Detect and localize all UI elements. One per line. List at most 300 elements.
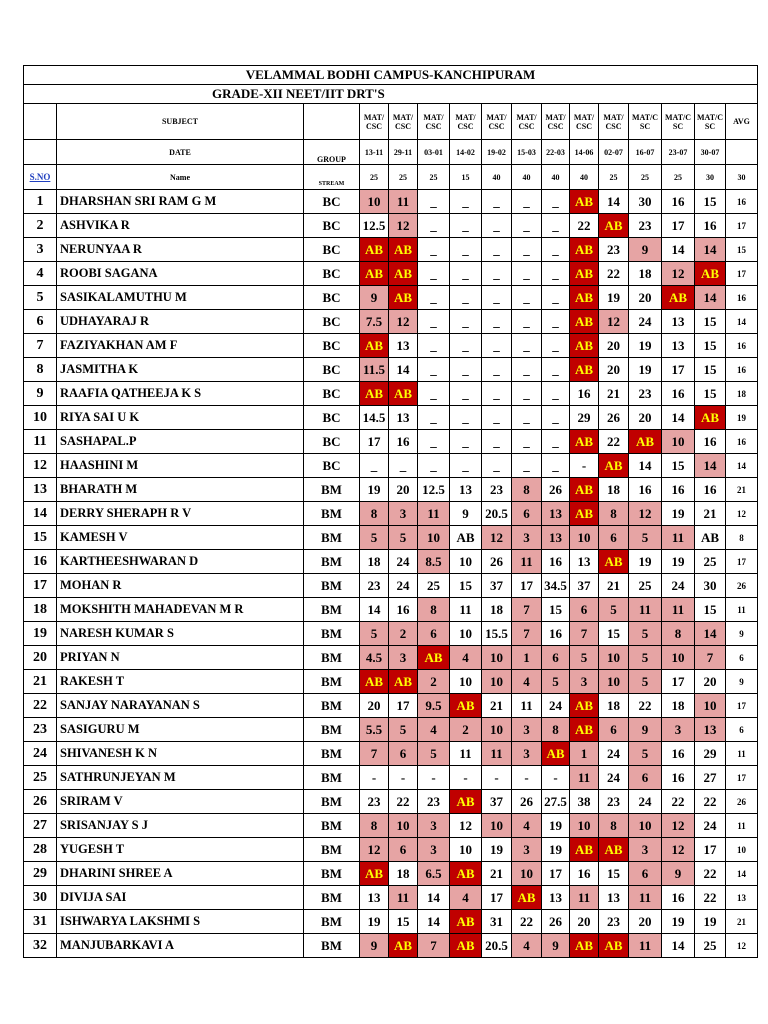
score-cell: 17	[360, 430, 389, 454]
student-sno: 3	[24, 238, 57, 262]
student-row	[24, 574, 758, 598]
score-cell: _	[418, 262, 450, 286]
score-cell: -	[542, 766, 570, 790]
score-cell: _	[418, 190, 450, 214]
student-avg: 11	[726, 814, 758, 838]
score-cell: _	[482, 358, 512, 382]
test-max-marks: 40	[570, 165, 599, 190]
student-avg: 9	[726, 622, 758, 646]
score-cell: _	[418, 358, 450, 382]
score-cell: 10	[418, 526, 450, 550]
score-cell: _	[482, 238, 512, 262]
student-name: SRISANJAY S J	[57, 814, 304, 838]
score-cell: 11	[662, 598, 695, 622]
group-label: GROUP	[304, 140, 360, 165]
score-cell: 14	[418, 910, 450, 934]
student-sno: 17	[24, 574, 57, 598]
test-subject-header: MAT/ CSC	[542, 104, 570, 140]
student-row	[24, 406, 758, 430]
score-cell: 10	[482, 670, 512, 694]
empty-cell	[24, 140, 57, 165]
score-cell: 12.5	[418, 478, 450, 502]
test-date-header: 22-03	[542, 140, 570, 165]
score-cell: 16	[662, 886, 695, 910]
score-cell: AB	[599, 214, 629, 238]
score-cell: 22	[629, 694, 662, 718]
score-cell: 16	[662, 742, 695, 766]
avg-header: AVG	[726, 104, 758, 140]
score-cell: 20.5	[482, 502, 512, 526]
score-cell: AB	[418, 646, 450, 670]
student-row	[24, 718, 758, 742]
score-cell: 19	[629, 550, 662, 574]
student-sno: 8	[24, 358, 57, 382]
score-cell: 11	[389, 886, 418, 910]
student-name: DIVIJA SAI	[57, 886, 304, 910]
student-avg: 12	[726, 934, 758, 958]
student-avg: 17	[726, 550, 758, 574]
score-cell: AB	[599, 454, 629, 478]
score-cell: AB	[389, 670, 418, 694]
test-max-marks: 25	[418, 165, 450, 190]
student-name: JASMITHA K	[57, 358, 304, 382]
score-cell: 9	[542, 934, 570, 958]
score-cell: 21	[599, 382, 629, 406]
student-avg: 14	[726, 310, 758, 334]
score-cell: 10	[389, 814, 418, 838]
score-cell: 11	[389, 190, 418, 214]
score-cell: 6	[629, 862, 662, 886]
score-cell: _	[542, 430, 570, 454]
score-cell: 3	[389, 502, 418, 526]
student-avg: 16	[726, 190, 758, 214]
score-cell: -	[570, 454, 599, 478]
student-avg: 21	[726, 910, 758, 934]
score-cell: 8	[662, 622, 695, 646]
score-cell: 8.5	[418, 550, 450, 574]
score-cell: 22	[695, 862, 726, 886]
score-cell: 14	[695, 622, 726, 646]
student-name: DHARINI SHREE A	[57, 862, 304, 886]
score-cell: 25	[629, 574, 662, 598]
score-cell: 12	[360, 838, 389, 862]
score-cell: _	[450, 454, 482, 478]
student-name: SHIVANESH K N	[57, 742, 304, 766]
score-cell: AB	[570, 934, 599, 958]
student-group: BM	[304, 910, 360, 934]
score-cell: _	[542, 286, 570, 310]
score-cell: 18	[662, 694, 695, 718]
score-cell: 5	[629, 742, 662, 766]
score-cell: 24	[629, 310, 662, 334]
score-cell: _	[482, 262, 512, 286]
score-cell: 13	[695, 718, 726, 742]
score-cell: _	[512, 238, 542, 262]
score-cell: 8	[418, 598, 450, 622]
score-cell: 1	[570, 742, 599, 766]
student-name: MANJUBARKAVI A	[57, 934, 304, 958]
score-cell: _	[418, 214, 450, 238]
student-row	[24, 526, 758, 550]
test-subject-header: MAT/C SC	[662, 104, 695, 140]
score-cell: 11	[570, 886, 599, 910]
test-max-marks: 15	[450, 165, 482, 190]
empty-cell	[24, 104, 57, 140]
score-cell: _	[512, 334, 542, 358]
score-cell: -	[482, 766, 512, 790]
student-sno: 6	[24, 310, 57, 334]
score-cell: 13	[542, 886, 570, 910]
student-name: ROOBI SAGANA	[57, 262, 304, 286]
score-cell: 16	[570, 382, 599, 406]
student-avg: 19	[726, 406, 758, 430]
score-cell: 18	[629, 262, 662, 286]
score-cell: _	[512, 358, 542, 382]
score-cell: 3	[512, 742, 542, 766]
score-cell: 4	[450, 886, 482, 910]
score-cell: 14	[695, 286, 726, 310]
score-cell: 22	[512, 910, 542, 934]
student-sno: 21	[24, 670, 57, 694]
score-cell: AB	[389, 382, 418, 406]
student-avg: 16	[726, 358, 758, 382]
score-cell: 20	[599, 334, 629, 358]
score-cell: AB	[570, 190, 599, 214]
score-cell: 8	[599, 814, 629, 838]
student-group: BC	[304, 430, 360, 454]
score-cell: 10	[695, 694, 726, 718]
test-max-marks: 25	[629, 165, 662, 190]
student-avg: 8	[726, 526, 758, 550]
score-cell: 22	[389, 790, 418, 814]
student-group: BM	[304, 574, 360, 598]
test-subject-header: MAT/ CSC	[512, 104, 542, 140]
score-cell: 24	[542, 694, 570, 718]
score-cell: 11	[450, 598, 482, 622]
score-cell: 21	[482, 862, 512, 886]
score-cell: 3	[418, 814, 450, 838]
student-row	[24, 382, 758, 406]
score-cell: 13	[570, 550, 599, 574]
score-cell: 18	[482, 598, 512, 622]
student-sno: 11	[24, 430, 57, 454]
student-avg: 14	[726, 454, 758, 478]
student-group: BM	[304, 790, 360, 814]
score-cell: 6	[389, 742, 418, 766]
test-max-marks: 40	[542, 165, 570, 190]
student-group: BC	[304, 406, 360, 430]
results-table	[23, 65, 758, 958]
score-cell: 21	[695, 502, 726, 526]
student-sno: 30	[24, 886, 57, 910]
date-header-row	[24, 140, 758, 165]
student-name: SRIRAM V	[57, 790, 304, 814]
score-cell: AB	[389, 238, 418, 262]
score-cell: 16	[695, 478, 726, 502]
student-sno: 27	[24, 814, 57, 838]
student-group: BM	[304, 526, 360, 550]
score-cell: 11	[629, 598, 662, 622]
test-max-marks: 25	[599, 165, 629, 190]
score-cell: 15	[695, 358, 726, 382]
student-sno: 31	[24, 910, 57, 934]
student-row	[24, 286, 758, 310]
score-cell: _	[542, 406, 570, 430]
score-cell: 14	[662, 238, 695, 262]
score-cell: 11	[482, 742, 512, 766]
score-cell: 13	[662, 334, 695, 358]
score-cell: 14	[695, 454, 726, 478]
student-sno: 24	[24, 742, 57, 766]
score-cell: 10	[512, 862, 542, 886]
score-cell: _	[482, 430, 512, 454]
score-cell: 10	[570, 526, 599, 550]
student-avg: 13	[726, 886, 758, 910]
score-cell: _	[418, 286, 450, 310]
score-cell: _	[389, 454, 418, 478]
student-avg: 6	[726, 718, 758, 742]
student-group: BC	[304, 238, 360, 262]
score-cell: 10	[450, 838, 482, 862]
score-cell: _	[418, 454, 450, 478]
score-cell: 20	[629, 406, 662, 430]
score-cell: _	[418, 310, 450, 334]
score-cell: _	[542, 334, 570, 358]
score-cell: 13	[360, 886, 389, 910]
score-cell: 7	[360, 742, 389, 766]
student-group: BM	[304, 742, 360, 766]
student-row	[24, 550, 758, 574]
score-cell: 3	[629, 838, 662, 862]
score-cell: AB	[599, 838, 629, 862]
student-group: BM	[304, 646, 360, 670]
score-cell: 18	[599, 478, 629, 502]
score-cell: 11	[570, 766, 599, 790]
student-name: UDHAYARAJ R	[57, 310, 304, 334]
score-cell: _	[512, 214, 542, 238]
sno-header[interactable]	[24, 165, 57, 190]
score-cell: 11.5	[360, 358, 389, 382]
score-cell: 8	[360, 814, 389, 838]
score-cell: 21	[482, 694, 512, 718]
score-cell: 15.5	[482, 622, 512, 646]
score-cell: 5	[389, 526, 418, 550]
score-cell: _	[450, 238, 482, 262]
score-cell: 6	[570, 598, 599, 622]
score-cell: 24	[389, 574, 418, 598]
student-name: NARESH KUMAR S	[57, 622, 304, 646]
score-cell: 18	[360, 550, 389, 574]
student-group: BM	[304, 622, 360, 646]
score-cell: 19	[599, 286, 629, 310]
student-avg: 16	[726, 430, 758, 454]
score-cell: 2	[389, 622, 418, 646]
score-cell: 10	[482, 814, 512, 838]
score-cell: _	[418, 406, 450, 430]
score-cell: AB	[570, 430, 599, 454]
score-cell: 5	[629, 622, 662, 646]
test-date-header: 14-02	[450, 140, 482, 165]
score-cell: 22	[695, 886, 726, 910]
score-cell: AB	[695, 406, 726, 430]
score-cell: 20	[570, 910, 599, 934]
score-cell: 24	[599, 766, 629, 790]
student-group: BM	[304, 502, 360, 526]
score-cell: 11	[512, 550, 542, 574]
score-cell: 15	[695, 334, 726, 358]
score-cell: 11	[512, 694, 542, 718]
score-cell: 17	[389, 694, 418, 718]
score-cell: AB	[570, 694, 599, 718]
score-cell: _	[542, 262, 570, 286]
test-subject-header: MAT/ CSC	[389, 104, 418, 140]
score-cell: 12	[662, 262, 695, 286]
score-cell: 17	[695, 838, 726, 862]
stream-label: STREAM	[304, 165, 360, 190]
test-max-marks: 40	[482, 165, 512, 190]
score-cell: 14	[389, 358, 418, 382]
score-cell: 10	[599, 670, 629, 694]
score-cell: 11	[629, 886, 662, 910]
score-cell: _	[418, 238, 450, 262]
score-cell: 7	[695, 646, 726, 670]
score-cell: 13	[389, 406, 418, 430]
score-cell: 37	[482, 574, 512, 598]
student-sno: 15	[24, 526, 57, 550]
student-group: BC	[304, 214, 360, 238]
score-cell: 11	[629, 934, 662, 958]
student-name: HAASHINI M	[57, 454, 304, 478]
student-avg: 15	[726, 238, 758, 262]
score-cell: 10	[450, 622, 482, 646]
score-cell: 19	[695, 910, 726, 934]
score-cell: 14	[629, 454, 662, 478]
score-cell: 12	[389, 214, 418, 238]
score-cell: 17	[482, 886, 512, 910]
score-cell: 14	[418, 886, 450, 910]
score-cell: 19	[360, 910, 389, 934]
score-cell: 9.5	[418, 694, 450, 718]
student-name: BHARATH M	[57, 478, 304, 502]
test-date-header: 30-07	[695, 140, 726, 165]
score-cell: _	[542, 310, 570, 334]
score-cell: AB	[360, 382, 389, 406]
score-cell: 12	[599, 310, 629, 334]
score-cell: 14.5	[360, 406, 389, 430]
score-cell: 20	[360, 694, 389, 718]
score-cell: 20	[695, 670, 726, 694]
score-cell: -	[450, 766, 482, 790]
score-cell: _	[482, 286, 512, 310]
student-avg: 6	[726, 646, 758, 670]
score-cell: _	[450, 214, 482, 238]
student-sno: 13	[24, 478, 57, 502]
score-cell: 10	[450, 550, 482, 574]
test-date-header: 02-07	[599, 140, 629, 165]
score-cell: 9	[629, 238, 662, 262]
score-cell: 14	[662, 406, 695, 430]
score-cell: 6	[629, 766, 662, 790]
score-cell: 12	[662, 838, 695, 862]
score-cell: _	[418, 382, 450, 406]
student-group: BC	[304, 382, 360, 406]
score-cell: 19	[629, 358, 662, 382]
student-row	[24, 598, 758, 622]
student-sno: 29	[24, 862, 57, 886]
score-cell: 22	[599, 262, 629, 286]
score-cell: 15	[695, 382, 726, 406]
student-name: FAZIYAKHAN AM F	[57, 334, 304, 358]
score-cell: AB	[360, 670, 389, 694]
student-avg: 26	[726, 790, 758, 814]
score-cell: AB	[695, 262, 726, 286]
score-cell: 23	[482, 478, 512, 502]
score-cell: 20.5	[482, 934, 512, 958]
student-group: BC	[304, 358, 360, 382]
student-group: BC	[304, 310, 360, 334]
score-cell: AB	[570, 358, 599, 382]
student-row	[24, 790, 758, 814]
score-cell: 10	[662, 430, 695, 454]
student-group: BC	[304, 262, 360, 286]
score-cell: 5	[629, 646, 662, 670]
score-cell: 4	[450, 646, 482, 670]
test-subject-header: MAT/ CSC	[418, 104, 450, 140]
score-cell: 16	[662, 190, 695, 214]
score-cell: AB	[542, 742, 570, 766]
score-cell: 3	[570, 670, 599, 694]
score-cell: _	[512, 382, 542, 406]
test-subject-header: MAT/ CSC	[599, 104, 629, 140]
score-cell: 13	[542, 502, 570, 526]
score-cell: 14	[695, 238, 726, 262]
score-cell: AB	[599, 934, 629, 958]
score-cell: _	[450, 310, 482, 334]
student-avg: 21	[726, 478, 758, 502]
score-cell: AB	[450, 910, 482, 934]
student-sno: 7	[24, 334, 57, 358]
results-body	[24, 66, 758, 958]
student-avg: 12	[726, 502, 758, 526]
test-max-marks: 25	[360, 165, 389, 190]
score-cell: 8	[599, 502, 629, 526]
score-cell: 1	[512, 646, 542, 670]
sno-link[interactable]: S.NO	[29, 171, 51, 182]
student-name: MOKSHITH MAHADEVAN M R	[57, 598, 304, 622]
student-avg: 17	[726, 766, 758, 790]
score-cell: _	[542, 358, 570, 382]
score-cell: 26	[482, 550, 512, 574]
score-cell: 16	[695, 430, 726, 454]
student-group: BM	[304, 814, 360, 838]
score-cell: _	[450, 382, 482, 406]
score-cell: 12	[389, 310, 418, 334]
student-sno: 12	[24, 454, 57, 478]
score-cell: 10	[599, 646, 629, 670]
score-cell: 17	[662, 670, 695, 694]
student-group: BM	[304, 718, 360, 742]
student-avg: 11	[726, 598, 758, 622]
score-cell: AB	[450, 862, 482, 886]
student-row	[24, 742, 758, 766]
student-sno: 25	[24, 766, 57, 790]
score-cell: _	[512, 454, 542, 478]
score-cell: 5	[629, 670, 662, 694]
score-cell: -	[418, 766, 450, 790]
score-cell: 27.5	[542, 790, 570, 814]
score-cell: 6	[599, 526, 629, 550]
score-cell: 5	[599, 598, 629, 622]
